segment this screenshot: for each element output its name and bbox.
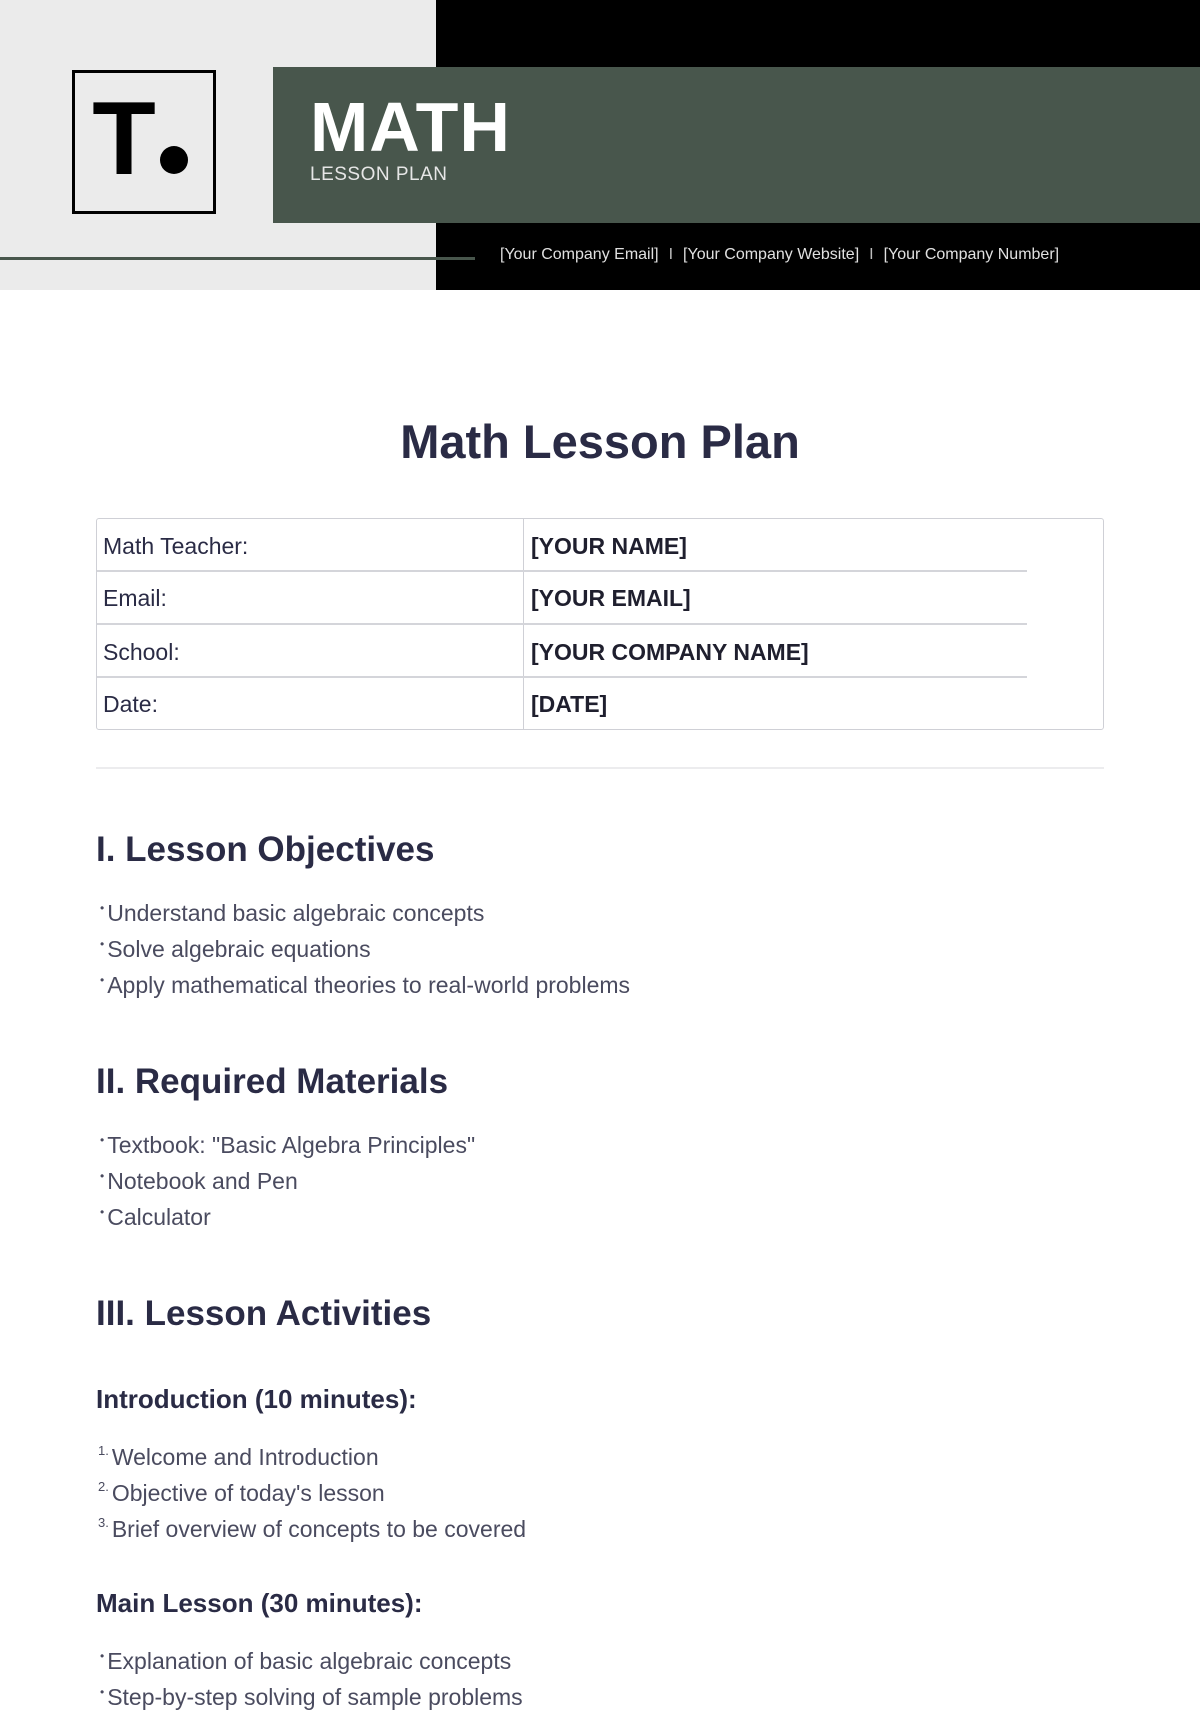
info-label: School: (103, 639, 180, 665)
bullet-icon: • (100, 1133, 105, 1147)
list-item-text: Understand basic algebraic concepts (107, 900, 485, 926)
introduction-list (96, 1439, 526, 1547)
bullet-icon: • (100, 1205, 105, 1219)
section-divider (96, 767, 1104, 769)
list-item (96, 1511, 526, 1547)
table-row-teacher (97, 519, 1103, 571)
list-item (96, 967, 630, 1003)
table-row-school (97, 625, 1103, 677)
list-item-text: Solve algebraic equations (107, 936, 371, 962)
list-item-text: Apply mathematical theories to real-world problems (107, 972, 631, 998)
bullet-icon: • (100, 901, 105, 915)
subheading-introduction: Introduction (10 minutes): (96, 1384, 417, 1414)
list-item (96, 1643, 523, 1679)
header-title: MATH (310, 88, 511, 166)
bullet-icon: • (100, 1169, 105, 1183)
list-item-text: Notebook and Pen (107, 1168, 298, 1194)
main-lesson-list (96, 1643, 523, 1715)
list-item (96, 931, 630, 967)
list-item (96, 1439, 526, 1475)
header-subtitle: LESSON PLAN (310, 164, 448, 185)
list-item-text: Objective of today's lesson (111, 1480, 385, 1506)
contact-number: [Your Company Number] (883, 246, 1060, 263)
contact-email: [Your Company Email] (500, 246, 659, 263)
list-item-text: Calculator (107, 1204, 211, 1230)
info-table (96, 518, 1104, 730)
info-label: Math Teacher: (103, 533, 249, 559)
materials-list (96, 1127, 475, 1235)
bullet-icon: • (100, 1649, 105, 1663)
list-number: 3. (98, 1515, 109, 1530)
section-heading-objectives: I. Lesson Objectives (96, 830, 435, 869)
page-title: Math Lesson Plan (400, 415, 800, 468)
list-item-text: Step-by-step solving of sample problems (107, 1684, 523, 1710)
list-item-text: Explanation of basic algebraic concepts (107, 1648, 512, 1674)
logo-letter: T (92, 81, 156, 197)
contact-bar (500, 246, 1059, 264)
contact-separator: I (668, 246, 674, 263)
header-accent-line (0, 257, 475, 260)
list-item (96, 895, 630, 931)
logo-dot-icon (160, 146, 188, 174)
bullet-icon: • (100, 1685, 105, 1699)
list-item (96, 1127, 475, 1163)
table-row-email (97, 571, 1103, 623)
contact-website: [Your Company Website] (683, 246, 860, 263)
list-item-text: Textbook: "Basic Algebra Principles" (107, 1132, 476, 1158)
info-value: [YOUR EMAIL] (531, 585, 691, 611)
table-row-date (97, 677, 1103, 729)
list-item (96, 1679, 523, 1715)
section-heading-activities: III. Lesson Activities (96, 1294, 432, 1333)
info-value: [YOUR NAME] (531, 533, 687, 559)
section-heading-materials: II. Required Materials (96, 1062, 449, 1101)
info-value: [DATE] (531, 691, 608, 717)
list-item (96, 1475, 526, 1511)
contact-separator: I (869, 246, 874, 263)
list-item-text: Welcome and Introduction (111, 1444, 379, 1470)
objectives-list (96, 895, 630, 1003)
list-number: 2. (98, 1479, 109, 1494)
bullet-icon: • (100, 973, 105, 987)
bullet-icon: • (100, 937, 105, 951)
subheading-main-lesson: Main Lesson (30 minutes): (96, 1588, 423, 1618)
list-item (96, 1163, 475, 1199)
company-logo (72, 70, 216, 214)
info-label: Date: (103, 691, 158, 717)
list-item-text: Brief overview of concepts to be covered (111, 1516, 527, 1542)
document-header (0, 0, 1200, 290)
list-number: 1. (98, 1443, 109, 1458)
info-value: [YOUR COMPANY NAME] (531, 639, 809, 665)
list-item (96, 1199, 475, 1235)
info-label: Email: (103, 585, 167, 611)
